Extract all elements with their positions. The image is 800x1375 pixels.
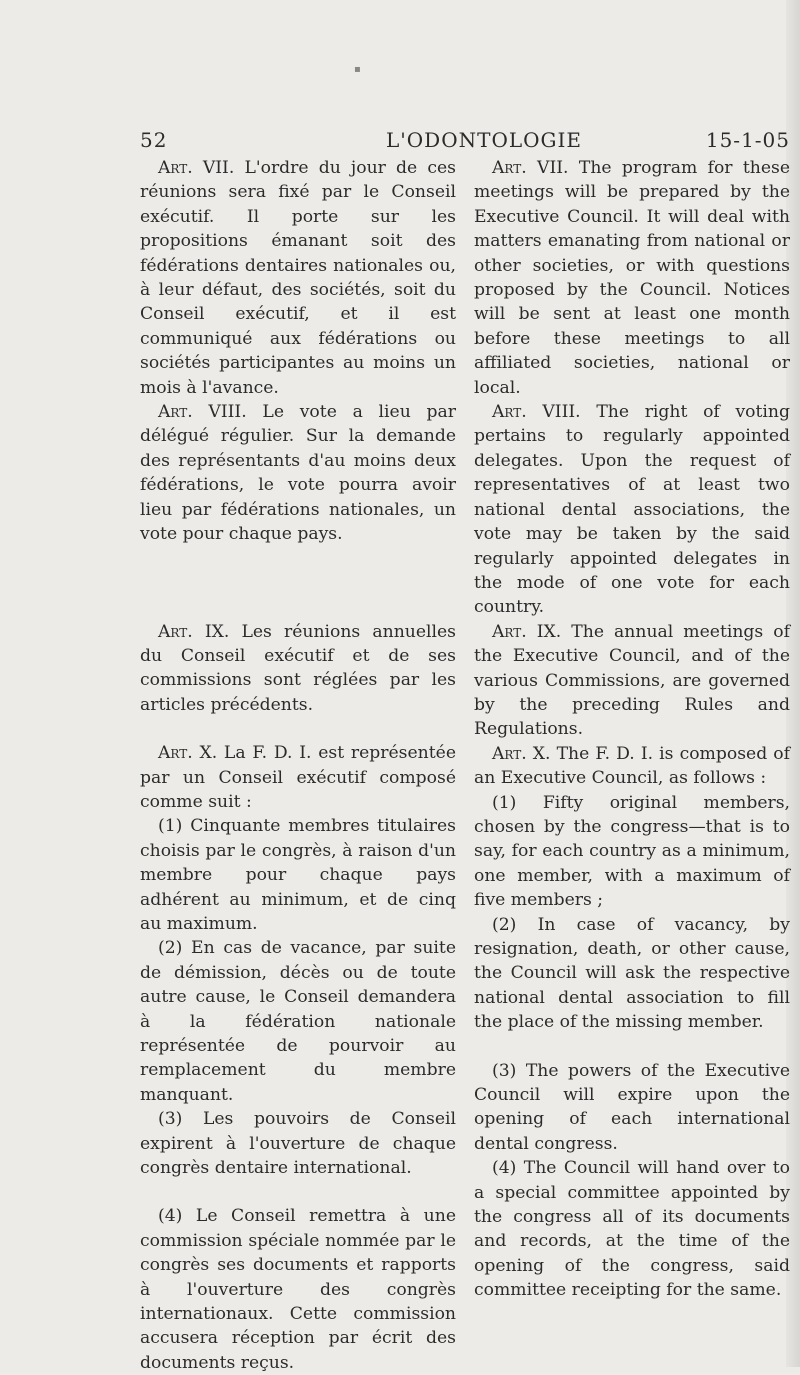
paragraph-3-fr: (3) Les pouvoirs de Conseil expirent à l'ouverture de chaque congrès dentaire international.	[140, 1109, 456, 1179]
french-column	[140, 156, 456, 1375]
article-label: Art. VII.	[492, 158, 569, 178]
article-10-fr: Art. X. La F. D. I. est représentée par un Conseil exécutif composé comme suit :	[140, 743, 456, 812]
article-label: Art. IX.	[492, 621, 562, 642]
paragraph-1-en: (1) Fifty original members, chosen by the congress—that is to say, for each country as a minimum, one member, with a maximum of five members ;	[474, 792, 790, 911]
article-9-fr: Art. IX. Les réunions annuelles du Conseil exécutif et de ses commissions sont réglées par les articles précédents.	[140, 621, 457, 715]
english-column	[474, 156, 790, 1303]
paragraph-2-en: (2) In case of vacancy, by resignation, death, or other cause, the Council will ask the respective national dental association to fill the place of the missing member.	[474, 914, 790, 1033]
paragraph-3-en: (3) The powers of the Executive Council will expire upon the opening of each international dental congress.	[474, 1060, 790, 1154]
article-7-en: Art. VII. The program for these meetings will be prepared by the Executive Council. It will deal with matters emanating from national or other societies, or with questions proposed by the Council. Notices will be sent at least one month before these meetings to all affiliated societies, national or local.	[474, 158, 791, 398]
paragraph-1-fr: (1) Cinquante membres titulaires choisis par le congrès, à raison d'un membre pour chaque pays adhérent au minimum, et de cinq au maximum.	[140, 816, 456, 934]
page-number: 52	[140, 128, 168, 152]
article-8-fr: Art. VIII. Le vote a lieu par délégué régulier. Sur la demande des représentants d'au moins deux fédérations, le vote pourra avoir lieu par fédérations nationales, un vote pour chaque pays.	[140, 402, 456, 545]
article-label: Art. IX.	[158, 621, 230, 642]
article-label: Art. VIII.	[492, 402, 581, 423]
paragraph-4-en: (4) The Council will hand over to a special committee appointed by the congress all of its documents and records, at the time of the opening of the congress, said committee receipting for the same.	[474, 1158, 790, 1301]
article-7-fr: Art. VII. L'ordre du jour de ces réunions sera fixé par le Conseil exécutif. Il porte sur les propositions émanant soit des fédérations dentaires nationales ou, à leur défaut, des sociétés, soit du Conseil exécutif, et il est communiqué aux fédérations ou sociétés participantes au moins un mois à l'avance.	[140, 158, 456, 398]
article-label: Art. X.	[158, 743, 218, 764]
article-label: Art. X.	[492, 743, 551, 764]
paragraph-4-fr: (4) Le Conseil remettra à une commission spéciale nommée par le congrès ses documents et rapports à l'ouverture des congrès internationaux. Cette commission accusera réception par écrit des documents reçus.	[140, 1206, 456, 1373]
issue-date: 15-1-05	[705, 128, 790, 152]
article-label: Art. VIII.	[158, 402, 247, 423]
print-speck: ▪	[354, 64, 361, 75]
running-header	[140, 128, 790, 158]
paragraph-2-fr: (2) En cas de vacance, par suite de démission, décès ou de toute autre cause, le Conseil demandera à la fédération nationale représentée de pourvoir au remplacement du membre manquant.	[140, 938, 456, 1105]
journal-title: L'ODONTOLOGIE	[386, 128, 582, 152]
article-9-en: Art. IX. The annual meetings of the Executive Council, and of the various Commissions, are governed by the preceding Rules and Regulations.	[474, 621, 791, 740]
article-8-en: Art. VIII. The right of voting pertains to regularly appointed delegates. Upon the request of representatives of at least two national dental associations, the vote may be taken by the said regularly appointed delegates in the mode of one vote for each country.	[474, 402, 790, 618]
article-label: Art. VII.	[158, 158, 235, 178]
article-10-en: Art. X. The F. D. I. is composed of an Executive Council, as follows :	[474, 743, 790, 789]
